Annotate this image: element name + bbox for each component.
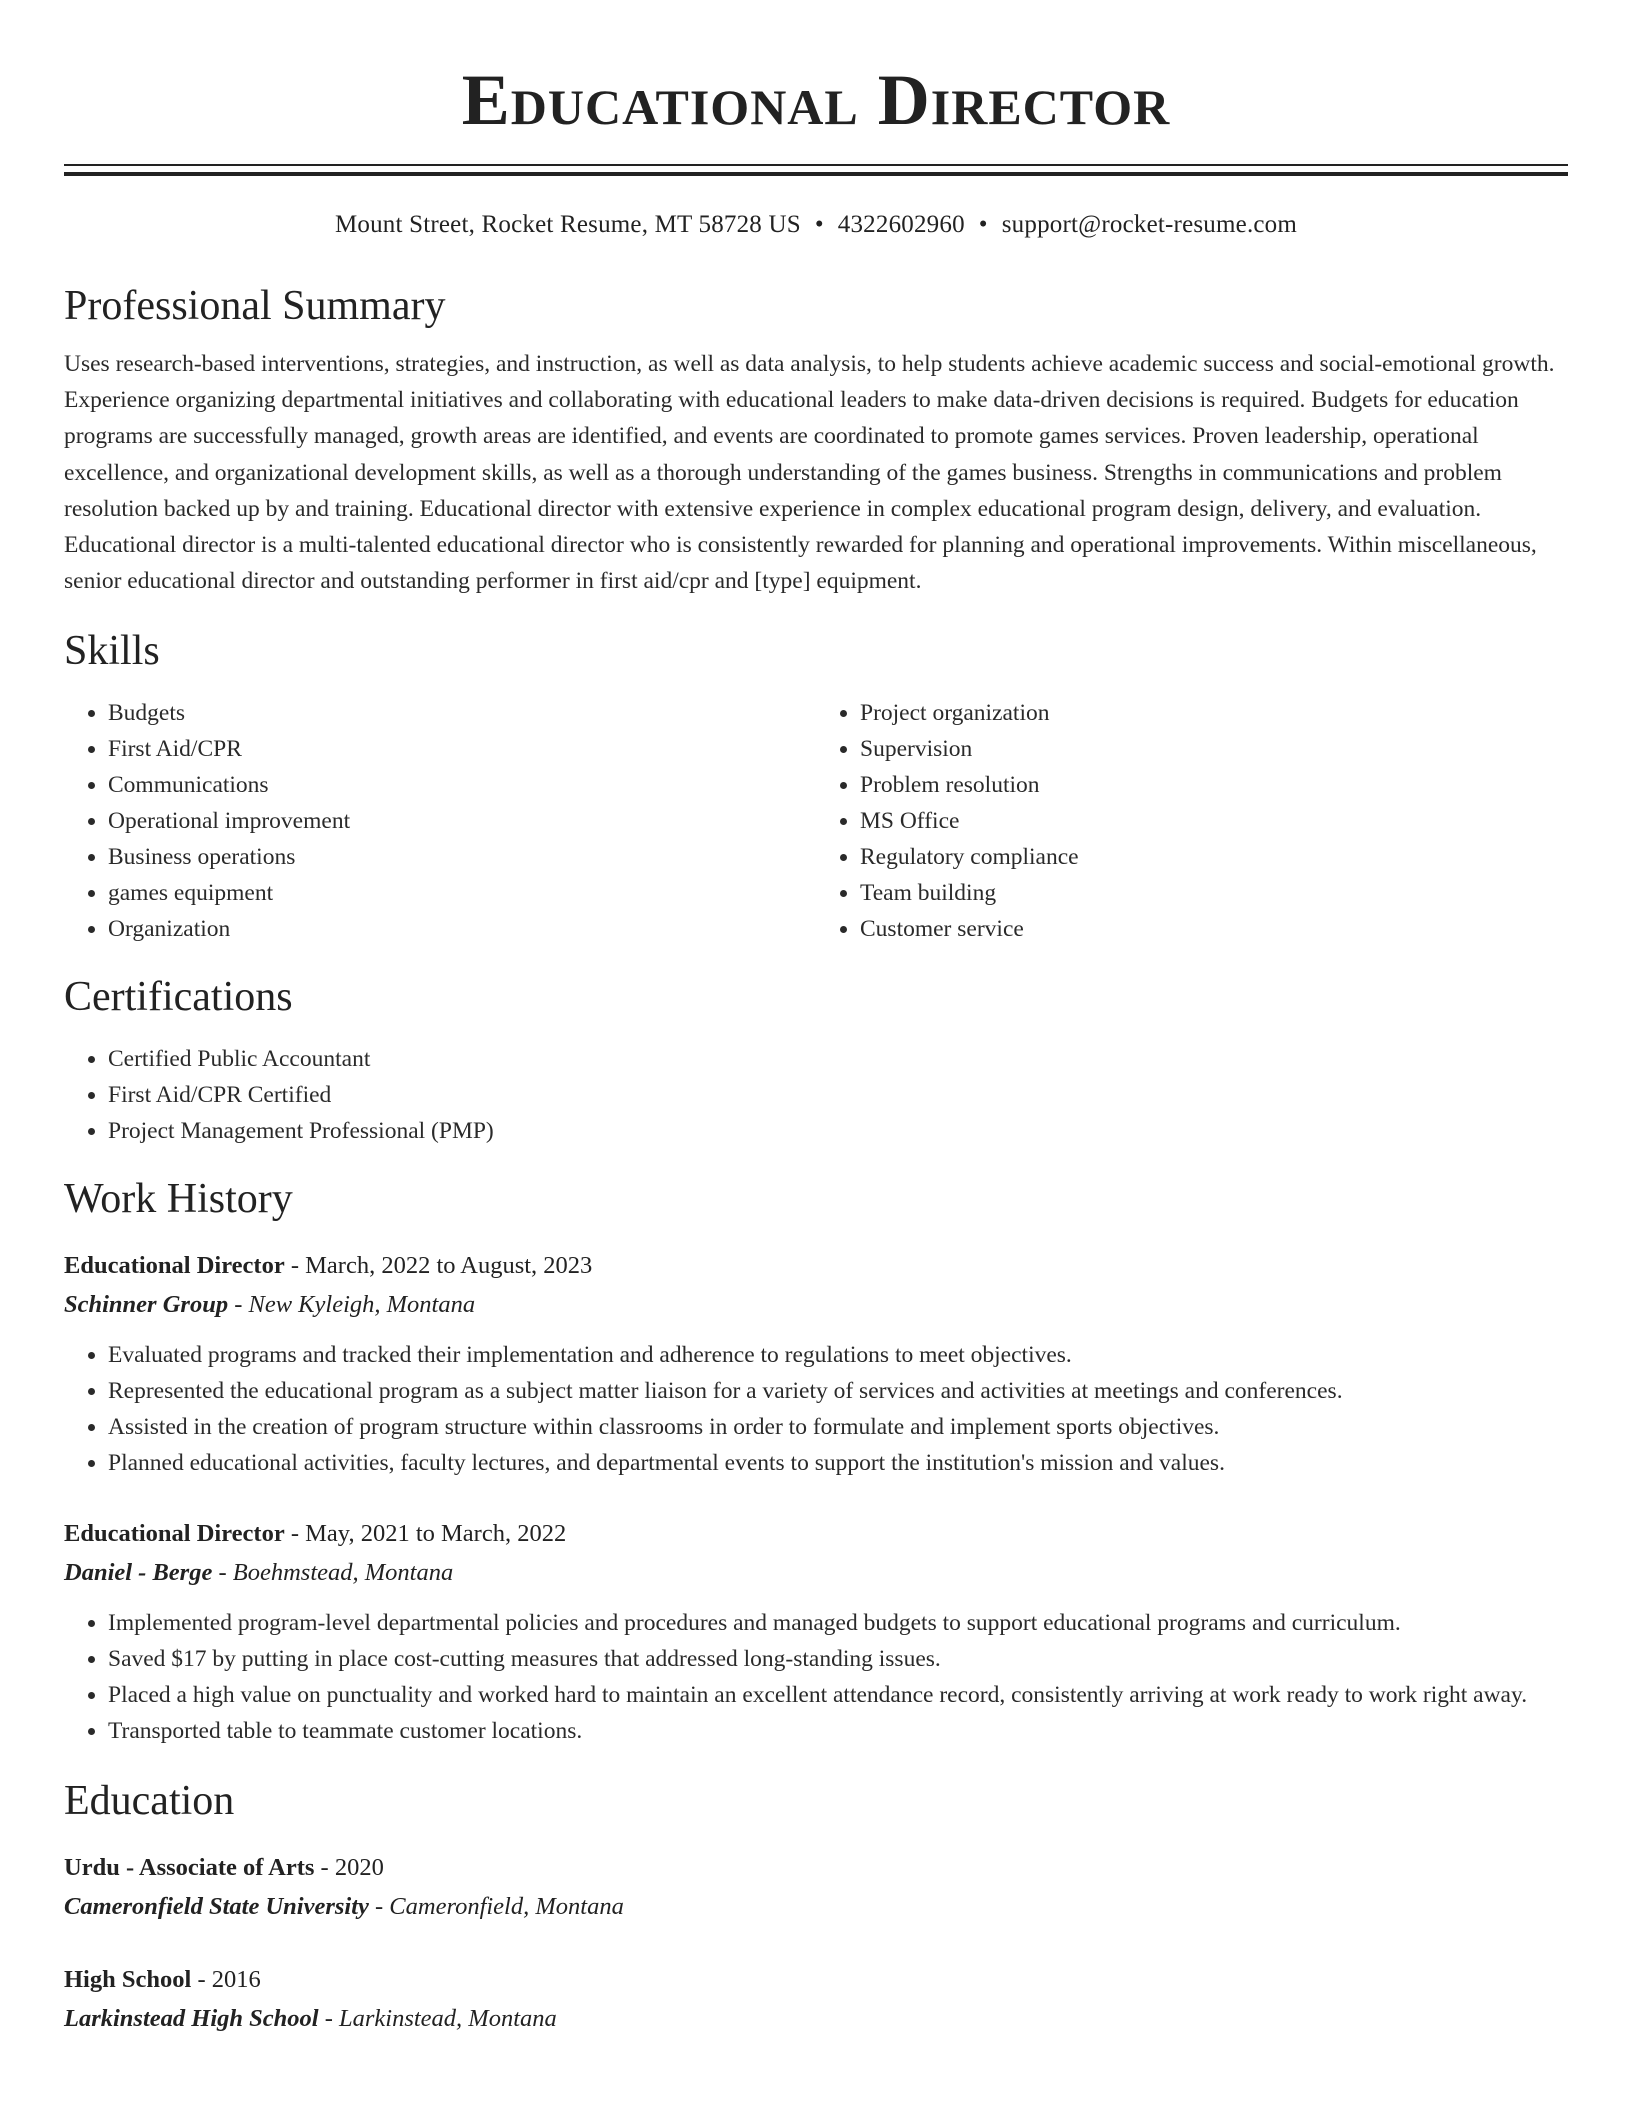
header-rule-thin <box>64 164 1568 166</box>
skill-item: • Business operations <box>108 839 816 875</box>
education-year: - 2020 <box>314 1854 384 1882</box>
education-year: - 2016 <box>191 1966 261 1994</box>
job-bullet: • Placed a high value on punctuality and worked hard to maintain an excellent attendance record, consistently arriving at work ready to work right away. <box>108 1677 1568 1713</box>
education-degree: Urdu - Associate of Arts <box>64 1854 315 1882</box>
job-bullet: • Represented the educational program as a subject matter liaison for a variety of services and activities at meetings and conferences. <box>108 1373 1568 1409</box>
education-location: - Cameronfield, Montana <box>368 1893 624 1921</box>
job-bullets <box>64 1605 1568 1749</box>
contact-email: support@rocket-resume.com <box>1001 211 1298 238</box>
job-bullet: • Evaluated programs and tracked their implementation and adherence to regulations to meet objectives. <box>108 1337 1568 1373</box>
job-location: - Boehmstead, Montana <box>212 1559 454 1587</box>
contact-line <box>64 208 1568 242</box>
contact-separator: • <box>978 211 988 238</box>
contact-phone: 4322602960 <box>837 211 965 238</box>
education-heading: Education <box>64 1778 235 1825</box>
job-title: Educational Director <box>64 1520 285 1548</box>
education-school: Cameronfield State University <box>64 1893 369 1921</box>
job-title: Educational Director <box>64 1252 285 1280</box>
job-bullet: • Planned educational activities, faculty lectures, and departmental events to support the institution's mission and values. <box>108 1445 1568 1481</box>
skills-list-left <box>64 695 816 947</box>
skill-item: • Communications <box>108 767 816 803</box>
skills-heading: Skills <box>64 628 160 675</box>
skill-item: • Supervision <box>860 731 1568 767</box>
job-dates: - March, 2022 to August, 2023 <box>284 1252 593 1280</box>
job-bullet: • Saved $17 by putting in place cost-cutting measures that addressed long-standing issues. <box>108 1641 1568 1677</box>
job-bullets <box>64 1337 1568 1481</box>
skill-item: • Project organization <box>860 695 1568 731</box>
skill-item: • Budgets <box>108 695 816 731</box>
job-title-line <box>64 1247 1568 1285</box>
job-location: - New Kyleigh, Montana <box>228 1291 476 1319</box>
contact-separator: • <box>814 211 824 238</box>
job-bullet: • Transported table to teammate customer locations. <box>108 1713 1568 1749</box>
certification-item: • First Aid/CPR Certified <box>108 1077 1568 1113</box>
candidate-name: Educational Director <box>461 60 1171 140</box>
skill-item: • Customer service <box>860 911 1568 947</box>
job-company: Schinner Group <box>64 1291 229 1319</box>
job-title-line <box>64 1515 1568 1553</box>
skill-item: • Problem resolution <box>860 767 1568 803</box>
education-entry <box>64 1849 1568 1927</box>
certifications-list <box>64 1041 1568 1149</box>
education-school-line <box>64 1999 1568 2039</box>
education-location: - Larkinstead, Montana <box>318 2005 557 2033</box>
skill-item: • games equipment <box>108 875 816 911</box>
skill-item: • Regulatory compliance <box>860 839 1568 875</box>
job-company-line <box>64 1285 1568 1325</box>
contact-address: Mount Street, Rocket Resume, MT 58728 US <box>334 211 801 238</box>
certification-item: • Project Management Professional (PMP) <box>108 1113 1568 1149</box>
job-company: Daniel - Berge <box>64 1559 213 1587</box>
skills-list-right <box>816 695 1568 947</box>
education-school-line <box>64 1887 1568 1927</box>
skill-item: • Operational improvement <box>108 803 816 839</box>
header-rule-thick <box>64 172 1568 176</box>
job-entry <box>64 1247 1568 1481</box>
job-bullet: • Implemented program-level departmental policies and procedures and managed budgets to support educational programs and curriculum. <box>108 1605 1568 1641</box>
job-entry <box>64 1515 1568 1749</box>
skills-columns <box>64 695 1568 947</box>
job-bullet: • Assisted in the creation of program structure within classrooms in order to formulate and implement sports objectives. <box>108 1409 1568 1445</box>
job-company-line <box>64 1553 1568 1593</box>
summary-heading: Professional Summary <box>64 283 446 329</box>
education-school: Larkinstead High School <box>64 2005 319 2033</box>
summary-text: Uses research-based interventions, strategies, and instruction, as well as data analysis, to help students achieve academic success and social-emotional growth. Experience organizing departmental initiatives and collaborating with educational leaders to make data-driven decisions is required. Budgets for education programs are successfully managed, growth areas are identified, and events are coordinated to promote games services. Proven leadership, operational excellence, and organizational development skills, as well as a thorough understanding of the games business. Strengths in communications and problem resolution backed up by and training. Educational director with extensive experience in complex educational program design, delivery, and evaluation. Educational director is a multi-talented educational director who is consistently rewarded for planning and operational improvements. Within miscellaneous, senior educational director and outstanding performer in first aid/cpr and [type] equipment. <box>64 351 1555 595</box>
education-degree-line <box>64 1849 1568 1887</box>
certification-item: • Certified Public Accountant <box>108 1041 1568 1077</box>
certifications-heading: Certifications <box>64 974 293 1021</box>
education-entry <box>64 1961 1568 2039</box>
skill-item: • MS Office <box>860 803 1568 839</box>
education-degree: High School <box>64 1966 192 1994</box>
education-degree-line <box>64 1961 1568 1999</box>
job-dates: - May, 2021 to March, 2022 <box>284 1520 567 1548</box>
skill-item: • Organization <box>108 911 816 947</box>
work-history-heading: Work History <box>64 1176 293 1223</box>
skill-item: • Team building <box>860 875 1568 911</box>
skill-item: • First Aid/CPR <box>108 731 816 767</box>
